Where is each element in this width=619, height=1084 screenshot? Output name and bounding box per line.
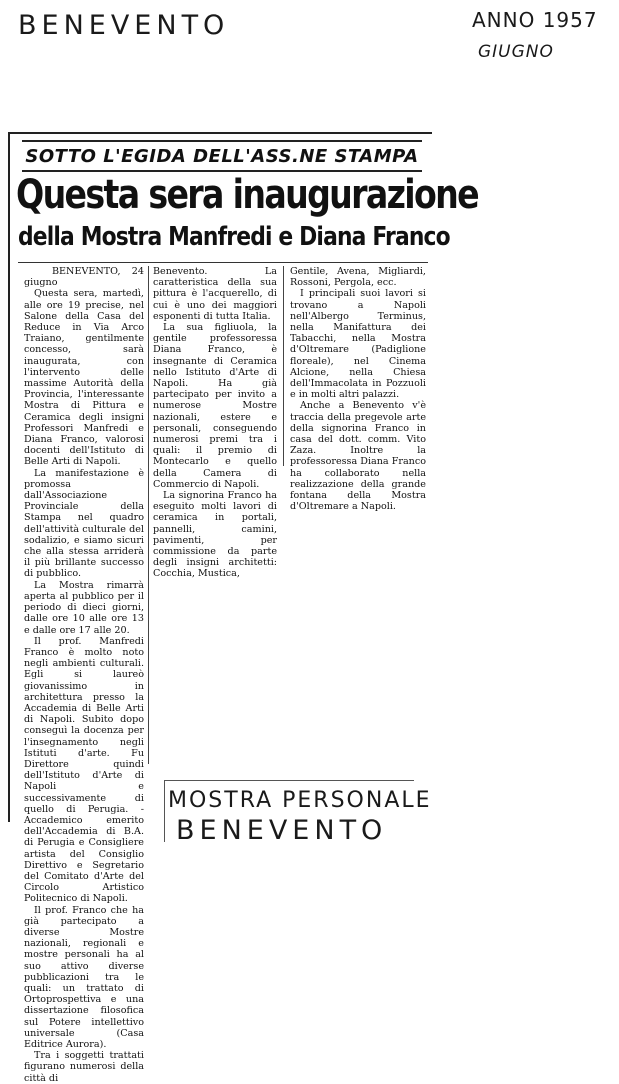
paragraph: La Mostra rimarrà aperta al pubblico per il periodo di dieci giorni, dalle ore 10 alle ore 13 e dalle ore 17 alle 20. bbox=[24, 579, 144, 636]
paragraph: Gentile, Avena, Migliardi, Rossoni, Pergola, ecc. bbox=[290, 266, 426, 289]
clipping-border-left bbox=[8, 132, 10, 822]
note-bracket-top bbox=[164, 780, 414, 781]
article-column-2 bbox=[153, 266, 277, 580]
note-bracket-side bbox=[164, 780, 165, 842]
handwritten-city-bottom: BENEVENTO bbox=[176, 815, 388, 846]
column-rule bbox=[148, 266, 149, 764]
paragraph: Anche a Benevento v'è traccia della pregevole arte della signorina Franco in casa del dott. comm. Vito Zaza. Inoltre la professoressa Diana Franco ha collaborato nella realizzazione della grande fontana della Mostra d'Oltremare a Napoli. bbox=[290, 400, 426, 513]
clipping-border-top bbox=[8, 132, 432, 134]
article-kicker: SOTTO L'EGIDA DELL'ASS.NE STAMPA bbox=[25, 145, 419, 167]
paragraph: La sua figliuola, la gentile professoressa Diana Franco, è insegnante di Ceramica nello Istituto d'Arte di Napoli. Ha già partecipato per invito a numerose Mostre nazionali, estere e personali, conseguendo numerosi premi tra i quali: il premio di Montecarlo e quello della Camera di Commercio di Napoli. bbox=[153, 322, 277, 490]
headline-rule bbox=[18, 262, 428, 263]
dateline: BENEVENTO, 24 giugno bbox=[24, 266, 144, 289]
handwritten-exhibit-note: MOSTRA PERSONALE bbox=[168, 788, 432, 813]
paragraph: La manifestazione è promossa dall'Associazione Provinciale della Stampa nel quadro dell'attività culturale del sodalizio, e siamo sicuri che alla stessa arriderà il più brillante successo di pubblico. bbox=[24, 467, 144, 580]
article-column-3 bbox=[290, 266, 426, 606]
paragraph: Questa sera, martedì, alle ore 19 precise, nel Salone della Casa del Reduce in Via Arco Traiano, gentilmente concesso, sarà inaugurata, con l'intervento delle massime Autorità della Provincia, l'interessante Mostra di Pittura e Ceramica degli insigni Professori Manfredi e Diana Franco, valorosi docenti dell'Istituto di Belle Arti di Napoli. bbox=[24, 288, 144, 468]
paragraph: I principali suoi lavori si trovano a Napoli nell'Albergo Terminus, nella Manifattura dei Tabacchi, nella Mostra d'Oltremare (Padiglione floreale), nel Cinema Alcione, nella Chiesa dell'Immacolata in Pozzuoli e in molti altri palazzi. bbox=[290, 288, 426, 401]
paragraph: Tra i soggetti trattati figurano numerosi della città di bbox=[24, 1050, 144, 1084]
article-subheadline: della Mostra Manfredi e Diana Franco bbox=[18, 222, 450, 252]
article-headline: Questa sera inaugurazione bbox=[16, 172, 478, 218]
handwritten-year: ANNO 1957 bbox=[472, 8, 598, 32]
paragraph: Benevento. La caratteristica della sua pittura è l'acquerello, di cui è uno dei maggiori esponenti di tutta Italia. bbox=[153, 266, 277, 322]
paragraph: Il prof. Manfredi Franco è molto noto negli ambienti culturali. Egli si laureò giovanissimo in architettura presso la Accademia di Belle Arti di Napoli. Subito dopo conseguì la docenza per l'insegnamento negli Istituti d'arte. Fu Direttore quindi dell'Istituto d'Arte di Napoli e successivamente di quello di Perugia. - Accademico emerito dell'Accademia di B.A. di Perugia e Consigliere artista del Consiglio Direttivo e Segretario del Comitato d'Arte del Circolo Artistico Politecnico di Napoli. bbox=[24, 635, 144, 905]
handwritten-month: GIUGNO bbox=[478, 42, 554, 62]
handwritten-city-top: BENEVENTO bbox=[18, 10, 230, 41]
column-rule bbox=[283, 266, 284, 466]
article-column-1 bbox=[24, 266, 144, 1084]
kicker-bar bbox=[22, 140, 422, 172]
paragraph: Il prof. Franco che ha già partecipato a diverse Mostre nazionali, regionali e mostre personali ha al suo attivo diverse pubblicazioni tra le quali: un trattato di Ortoprospettiva e una dissertazione filosofica sul Potere intellettivo universale (Casa Editrice Aurora). bbox=[24, 904, 144, 1051]
paragraph: La signorina Franco ha eseguito molti lavori di ceramica in portali, pannelli, camini, pavimenti, per commissione da parte degli insigni architetti: Cocchia, Mustica, bbox=[153, 490, 277, 580]
